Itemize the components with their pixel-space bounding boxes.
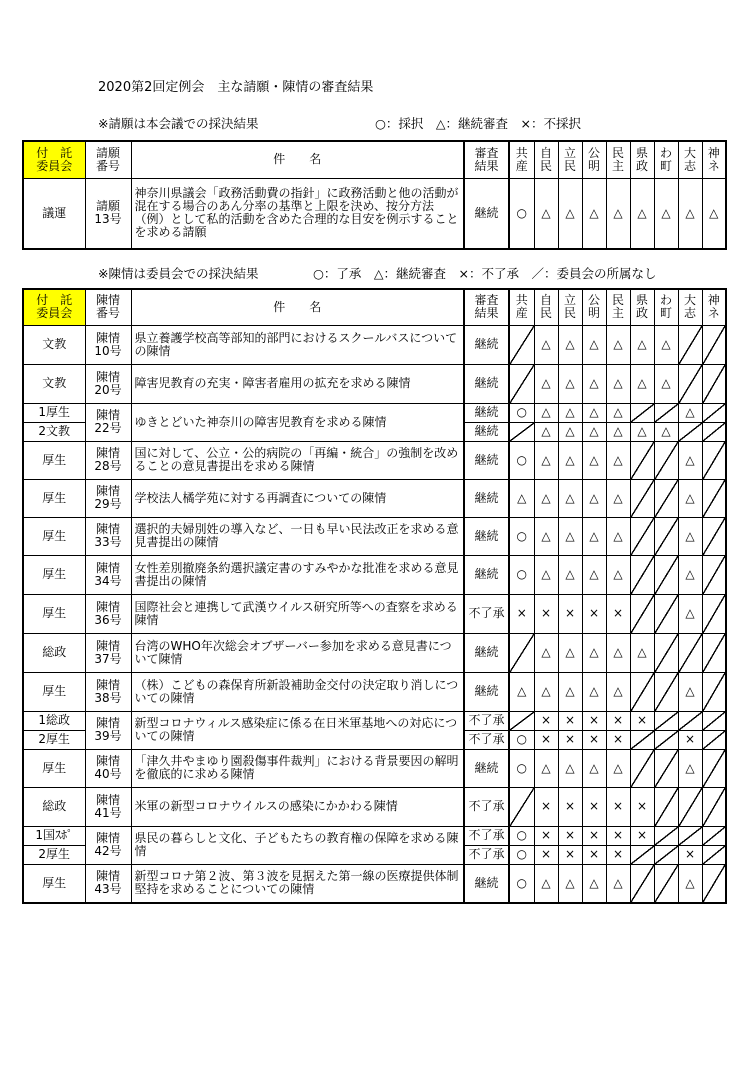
result-cell: 継続 <box>464 479 509 517</box>
result-cell: 継続 <box>464 441 509 479</box>
vote-mark: × <box>678 730 702 749</box>
vote-mark: △ <box>558 479 582 517</box>
result-cell: 不了承 <box>464 845 509 864</box>
vote-mark: × <box>534 845 558 864</box>
committee-header: 付 託 委員会 <box>23 141 85 178</box>
committee-cell: 1総政 <box>23 711 85 730</box>
vote-not-member <box>678 787 702 826</box>
number-cell: 陳情 22号 <box>85 403 131 441</box>
party-header: 民 主 <box>606 289 630 325</box>
vote-not-member <box>654 403 678 422</box>
vote-not-member <box>654 845 678 864</box>
vote-mark: ○ <box>509 178 534 249</box>
vote-mark: △ <box>534 441 558 479</box>
vote-mark: ○ <box>509 826 534 845</box>
vote-mark: △ <box>558 364 582 403</box>
vote-not-member <box>630 517 654 555</box>
committee-cell: 2厚生 <box>23 845 85 864</box>
number-cell: 陳情 42号 <box>85 826 131 864</box>
vote-mark: △ <box>606 364 630 403</box>
vote-not-member <box>678 422 702 441</box>
vote-mark: × <box>534 594 558 633</box>
vote-not-member <box>630 864 654 903</box>
subject-cell: 台湾のWHO年次総会オブザーバー参加を求める意見書について陳情 <box>131 633 464 672</box>
vote-mark: △ <box>606 672 630 711</box>
vote-mark: △ <box>606 178 630 249</box>
committee-cell: 厚生 <box>23 864 85 903</box>
vote-mark: △ <box>558 555 582 594</box>
table-row <box>23 594 726 633</box>
vote-mark: ○ <box>509 555 534 594</box>
vote-not-member <box>630 479 654 517</box>
vote-mark: × <box>558 711 582 730</box>
petition-table <box>22 140 727 250</box>
petition-note-text: ※請願は本会議での採決結果 <box>98 116 259 131</box>
vote-not-member <box>654 749 678 787</box>
vote-mark: △ <box>509 672 534 711</box>
vote-mark: △ <box>654 178 678 249</box>
vote-mark: △ <box>678 672 702 711</box>
table-row <box>23 787 726 826</box>
number-cell: 陳情 33号 <box>85 517 131 555</box>
committee-cell: 1国ｽﾎﾟ <box>23 826 85 845</box>
vote-mark: △ <box>582 364 606 403</box>
vote-mark: △ <box>558 441 582 479</box>
vote-not-member <box>630 730 654 749</box>
subject-cell: 新型コロナウィルス感染症に係る在日米軍基地への対応についての陳情 <box>131 711 464 749</box>
table-row <box>23 864 726 903</box>
table-row <box>23 672 726 711</box>
vote-not-member <box>509 364 534 403</box>
vote-mark: △ <box>582 633 606 672</box>
subject-cell: 県立養護学校高等部知的部門におけるスクールバスについての陳情 <box>131 325 464 364</box>
number-cell: 陳情 28号 <box>85 441 131 479</box>
vote-not-member <box>654 594 678 633</box>
result-cell: 不了承 <box>464 711 509 730</box>
vote-mark: △ <box>558 749 582 787</box>
vote-mark: × <box>534 826 558 845</box>
vote-mark: × <box>606 711 630 730</box>
vote-not-member <box>654 864 678 903</box>
vote-mark: △ <box>678 864 702 903</box>
subject-cell: 女性差別撤廃条約選択議定書のすみやかな批准を求める意見書提出の陳情 <box>131 555 464 594</box>
result-cell: 不了承 <box>464 730 509 749</box>
result-cell: 継続 <box>464 178 509 249</box>
result-header: 審査 結果 <box>464 289 509 325</box>
result-cell: 継続 <box>464 633 509 672</box>
vote-mark: △ <box>534 633 558 672</box>
vote-not-member <box>509 633 534 672</box>
vote-mark: △ <box>582 325 606 364</box>
vote-not-member <box>702 517 726 555</box>
vote-mark: × <box>558 845 582 864</box>
page-title: 2020第2回定例会 主な請願・陳情の審査結果 <box>98 80 374 95</box>
vote-mark: △ <box>582 422 606 441</box>
vote-mark: △ <box>654 422 678 441</box>
vote-mark: ○ <box>509 517 534 555</box>
vote-mark: △ <box>606 325 630 364</box>
committee-cell: 文教 <box>23 325 85 364</box>
committee-cell: 総政 <box>23 633 85 672</box>
party-header: 共 産 <box>509 289 534 325</box>
subject-cell: （株）こどもの森保育所新設補助金交付の決定取り消しについての陳情 <box>131 672 464 711</box>
vote-not-member <box>702 422 726 441</box>
committee-cell: 厚生 <box>23 555 85 594</box>
vote-not-member <box>702 325 726 364</box>
party-header: 立 民 <box>558 141 582 178</box>
vote-mark: ○ <box>509 864 534 903</box>
vote-mark: × <box>534 730 558 749</box>
vote-not-member <box>630 845 654 864</box>
vote-mark: △ <box>534 178 558 249</box>
vote-mark: × <box>582 845 606 864</box>
committee-cell: 厚生 <box>23 441 85 479</box>
table-row <box>23 711 726 730</box>
subject-cell: 米軍の新型コロナウイルスの感染にかかわる陳情 <box>131 787 464 826</box>
number-cell: 陳情 10号 <box>85 325 131 364</box>
vote-not-member <box>630 555 654 594</box>
vote-mark: △ <box>582 517 606 555</box>
vote-mark: △ <box>654 325 678 364</box>
letter-note <box>98 264 657 282</box>
vote-mark: △ <box>534 364 558 403</box>
result-cell: 継続 <box>464 517 509 555</box>
number-cell: 陳情 40号 <box>85 749 131 787</box>
table-row <box>23 826 726 845</box>
result-cell: 継続 <box>464 555 509 594</box>
committee-cell: 厚生 <box>23 749 85 787</box>
party-header: 大 志 <box>678 141 702 178</box>
vote-mark: △ <box>606 633 630 672</box>
vote-not-member <box>630 672 654 711</box>
vote-mark: × <box>582 730 606 749</box>
vote-not-member <box>630 441 654 479</box>
vote-mark: △ <box>630 325 654 364</box>
number-cell: 陳情 20号 <box>85 364 131 403</box>
vote-mark: × <box>582 711 606 730</box>
committee-cell: 厚生 <box>23 479 85 517</box>
petition-note <box>98 114 581 132</box>
party-header: 自 民 <box>534 141 558 178</box>
vote-mark: ○ <box>509 441 534 479</box>
subject-cell: ゆきとどいた神奈川の障害児教育を求める陳情 <box>131 403 464 441</box>
vote-mark: △ <box>606 749 630 787</box>
vote-not-member <box>654 672 678 711</box>
vote-mark: × <box>534 787 558 826</box>
vote-mark: △ <box>534 403 558 422</box>
subject-cell: 県民の暮らしと文化、子どもたちの教育権の保障を求める陳情 <box>131 826 464 864</box>
vote-not-member <box>654 517 678 555</box>
vote-mark: × <box>630 826 654 845</box>
vote-mark: △ <box>606 517 630 555</box>
party-header: 県 政 <box>630 141 654 178</box>
vote-not-member <box>702 364 726 403</box>
table-row <box>23 633 726 672</box>
vote-not-member <box>702 864 726 903</box>
vote-mark: △ <box>606 441 630 479</box>
vote-mark: × <box>606 826 630 845</box>
vote-mark: △ <box>678 749 702 787</box>
vote-not-member <box>654 730 678 749</box>
committee-cell: 議運 <box>23 178 85 249</box>
letter-note-text: ※陳情は委員会での採決結果 <box>98 266 259 281</box>
committee-cell: 2厚生 <box>23 730 85 749</box>
vote-mark: × <box>582 787 606 826</box>
subject-cell: 「津久井やまゆり園殺傷事件裁判」における背景要因の解明を徹底的に求める陳情 <box>131 749 464 787</box>
vote-not-member <box>654 479 678 517</box>
result-cell: 継続 <box>464 672 509 711</box>
vote-mark: △ <box>558 403 582 422</box>
vote-mark: × <box>582 826 606 845</box>
number-cell: 陳情 39号 <box>85 711 131 749</box>
result-cell: 継続 <box>464 422 509 441</box>
table-row <box>23 441 726 479</box>
vote-mark: × <box>509 594 534 633</box>
vote-mark: △ <box>558 178 582 249</box>
result-cell: 継続 <box>464 749 509 787</box>
committee-cell: 総政 <box>23 787 85 826</box>
vote-not-member <box>702 749 726 787</box>
party-header: 公 明 <box>582 141 606 178</box>
vote-not-member <box>702 845 726 864</box>
vote-not-member <box>654 787 678 826</box>
vote-not-member <box>509 325 534 364</box>
vote-not-member <box>702 403 726 422</box>
letter-legend: ○：了承 △：継続審査 ×：不了承 ／：委員会の所属なし <box>313 266 657 281</box>
number-cell: 陳情 41号 <box>85 787 131 826</box>
vote-mark: △ <box>558 672 582 711</box>
vote-mark: × <box>558 594 582 633</box>
vote-mark: △ <box>582 479 606 517</box>
vote-mark: △ <box>678 594 702 633</box>
vote-mark: △ <box>606 555 630 594</box>
vote-not-member <box>630 403 654 422</box>
vote-mark: △ <box>534 479 558 517</box>
vote-mark: △ <box>558 517 582 555</box>
party-header: 神 ネ <box>702 141 726 178</box>
number-cell: 陳情 34号 <box>85 555 131 594</box>
party-header: 自 民 <box>534 289 558 325</box>
subject-cell: 学校法人橘学苑に対する再調査についての陳情 <box>131 479 464 517</box>
subject-cell: 神奈川県議会「政務活動費の指針」に政務活動と他の活動が混在する場合のあん分率の基準と上限を決め、按分方法（例）として私的活動を含めた合理的な目安を例示することを求める請願 <box>131 178 464 249</box>
vote-not-member <box>678 364 702 403</box>
vote-mark: △ <box>534 517 558 555</box>
vote-not-member <box>654 633 678 672</box>
vote-mark: × <box>678 845 702 864</box>
vote-not-member <box>654 555 678 594</box>
vote-mark: × <box>582 594 606 633</box>
vote-not-member <box>630 749 654 787</box>
vote-mark: △ <box>582 403 606 422</box>
party-header: 神 ネ <box>702 289 726 325</box>
vote-mark: △ <box>630 178 654 249</box>
party-header: 公 明 <box>582 289 606 325</box>
vote-mark: ○ <box>509 845 534 864</box>
vote-mark: × <box>606 594 630 633</box>
vote-not-member <box>630 594 654 633</box>
vote-mark: △ <box>606 422 630 441</box>
vote-mark: △ <box>678 479 702 517</box>
vote-mark: △ <box>582 864 606 903</box>
vote-mark: × <box>630 787 654 826</box>
vote-mark: △ <box>678 517 702 555</box>
letter-table <box>22 288 727 904</box>
number-header: 請願 番号 <box>85 141 131 178</box>
vote-mark: △ <box>534 555 558 594</box>
vote-mark: △ <box>558 422 582 441</box>
vote-mark: △ <box>558 325 582 364</box>
vote-not-member <box>702 555 726 594</box>
party-header: 県 政 <box>630 289 654 325</box>
vote-not-member <box>509 711 534 730</box>
subject-cell: 国に対して、公立・公的病院の「再編・統合」の強制を改めることの意見書提出を求める陳情 <box>131 441 464 479</box>
vote-not-member <box>678 826 702 845</box>
subject-header: 件 名 <box>131 141 464 178</box>
vote-not-member <box>678 325 702 364</box>
vote-not-member <box>702 711 726 730</box>
vote-mark: × <box>606 730 630 749</box>
vote-not-member <box>702 787 726 826</box>
vote-mark: △ <box>558 864 582 903</box>
number-header: 陳情 番号 <box>85 289 131 325</box>
result-cell: 継続 <box>464 403 509 422</box>
committee-cell: 厚生 <box>23 517 85 555</box>
table-row <box>23 517 726 555</box>
party-header: 大 志 <box>678 289 702 325</box>
vote-mark: △ <box>582 441 606 479</box>
vote-mark: △ <box>678 555 702 594</box>
vote-mark: △ <box>534 325 558 364</box>
vote-not-member <box>654 826 678 845</box>
vote-mark: △ <box>606 403 630 422</box>
vote-mark: × <box>558 826 582 845</box>
vote-mark: △ <box>702 178 726 249</box>
party-header: 立 民 <box>558 289 582 325</box>
number-cell: 陳情 36号 <box>85 594 131 633</box>
vote-mark: △ <box>678 403 702 422</box>
vote-mark: △ <box>534 422 558 441</box>
party-header: 民 主 <box>606 141 630 178</box>
vote-not-member <box>654 711 678 730</box>
vote-not-member <box>702 633 726 672</box>
party-header: わ 町 <box>654 141 678 178</box>
vote-not-member <box>509 787 534 826</box>
committee-cell: 1厚生 <box>23 403 85 422</box>
vote-mark: △ <box>630 422 654 441</box>
number-cell: 陳情 38号 <box>85 672 131 711</box>
vote-mark: △ <box>678 178 702 249</box>
subject-cell: 新型コロナ第２波、第３波を見据えた第一線の医療提供体制堅持を求めることについての陳情 <box>131 864 464 903</box>
number-cell: 陳情 37号 <box>85 633 131 672</box>
table-row <box>23 403 726 422</box>
vote-mark: △ <box>582 749 606 787</box>
committee-cell: 厚生 <box>23 672 85 711</box>
vote-mark: ○ <box>509 730 534 749</box>
result-cell: 不了承 <box>464 787 509 826</box>
vote-mark: △ <box>582 672 606 711</box>
table-row <box>23 364 726 403</box>
subject-cell: 選択的夫婦別姓の導入など、一日も早い民法改正を求める意見書提出の陳情 <box>131 517 464 555</box>
vote-mark: × <box>606 787 630 826</box>
petition-legend: ○：採択 △：継続審査 ×：不採択 <box>375 116 581 131</box>
vote-mark: △ <box>509 479 534 517</box>
party-header: 共 産 <box>509 141 534 178</box>
vote-mark: × <box>630 711 654 730</box>
result-cell: 不了承 <box>464 594 509 633</box>
vote-not-member <box>702 672 726 711</box>
number-cell: 陳情 43号 <box>85 864 131 903</box>
subject-cell: 国際社会と連携して武漢ウイルス研究所等への査察を求める陳情 <box>131 594 464 633</box>
committee-cell: 文教 <box>23 364 85 403</box>
committee-cell: 厚生 <box>23 594 85 633</box>
vote-mark: △ <box>558 633 582 672</box>
vote-not-member <box>678 633 702 672</box>
vote-mark: △ <box>582 555 606 594</box>
vote-mark: △ <box>630 633 654 672</box>
vote-not-member <box>702 594 726 633</box>
vote-mark: ○ <box>509 403 534 422</box>
party-header: わ 町 <box>654 289 678 325</box>
vote-mark: △ <box>606 479 630 517</box>
vote-mark: △ <box>654 364 678 403</box>
vote-mark: △ <box>678 441 702 479</box>
committee-header: 付 託 委員会 <box>23 289 85 325</box>
vote-mark: × <box>558 730 582 749</box>
vote-mark: × <box>534 711 558 730</box>
table-row <box>23 555 726 594</box>
vote-not-member <box>702 441 726 479</box>
vote-mark: ○ <box>509 749 534 787</box>
vote-mark: △ <box>606 864 630 903</box>
result-header: 審査 結果 <box>464 141 509 178</box>
table-row <box>23 749 726 787</box>
table-row <box>23 325 726 364</box>
vote-not-member <box>702 730 726 749</box>
committee-cell: 2文教 <box>23 422 85 441</box>
table-row <box>23 178 726 249</box>
number-cell: 請願 13号 <box>85 178 131 249</box>
subject-header: 件 名 <box>131 289 464 325</box>
table-row <box>23 479 726 517</box>
vote-mark: △ <box>534 864 558 903</box>
vote-mark: △ <box>534 749 558 787</box>
result-cell: 継続 <box>464 364 509 403</box>
subject-cell: 障害児教育の充実・障害者雇用の拡充を求める陳情 <box>131 364 464 403</box>
vote-mark: × <box>606 845 630 864</box>
vote-mark: △ <box>630 364 654 403</box>
result-cell: 継続 <box>464 864 509 903</box>
vote-not-member <box>509 422 534 441</box>
vote-not-member <box>702 826 726 845</box>
number-cell: 陳情 29号 <box>85 479 131 517</box>
vote-mark: △ <box>534 672 558 711</box>
vote-mark: × <box>558 787 582 826</box>
vote-not-member <box>702 479 726 517</box>
result-cell: 継続 <box>464 325 509 364</box>
result-cell: 不了承 <box>464 826 509 845</box>
vote-mark: △ <box>582 178 606 249</box>
vote-not-member <box>654 441 678 479</box>
vote-not-member <box>678 711 702 730</box>
